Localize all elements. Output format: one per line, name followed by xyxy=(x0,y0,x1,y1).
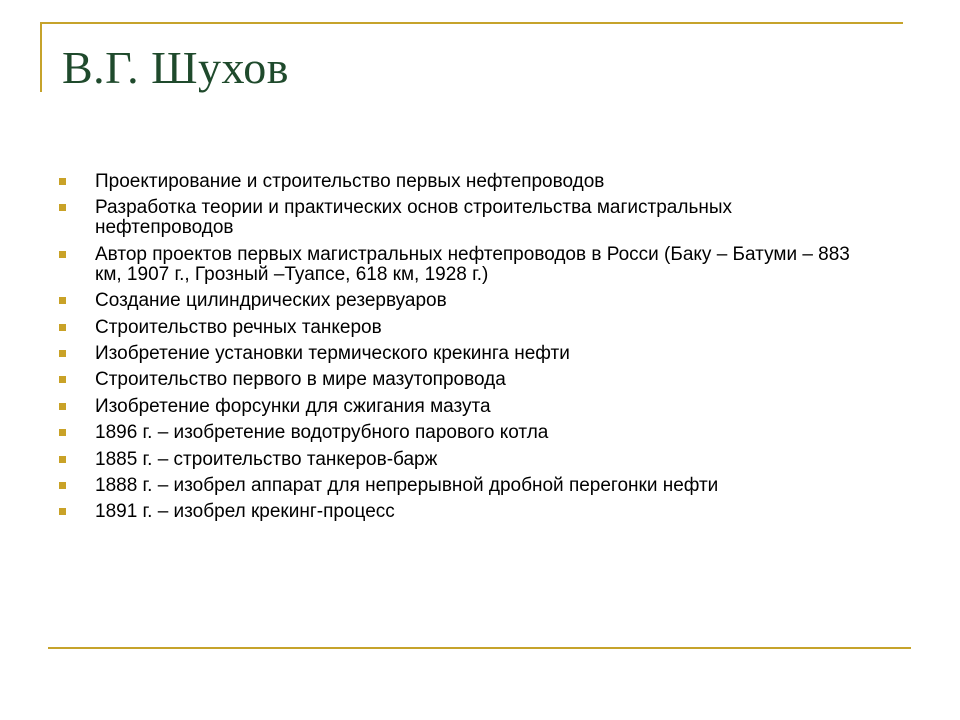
square-bullet-icon xyxy=(59,403,66,410)
square-bullet-icon xyxy=(59,324,66,331)
list-item xyxy=(58,318,858,338)
list-item-text: 1888 г. – изобрел аппарат для непрерывной дробной перегонки нефти xyxy=(95,474,719,496)
list-item-text: Строительство первого в мире мазутопровода xyxy=(95,369,506,391)
square-bullet-icon xyxy=(59,482,66,489)
list-item-text: 1896 г. – изобретение водотрубного парового котла xyxy=(95,422,549,444)
list-item-text: Строительство речных танкеров xyxy=(95,316,382,338)
square-bullet-icon xyxy=(59,297,66,304)
list-item-text: 1891 г. – изобрел крекинг-процесс xyxy=(95,501,395,523)
square-bullet-icon xyxy=(59,350,66,357)
bottom-divider xyxy=(48,647,911,649)
list-item xyxy=(58,344,858,364)
list-item-text: Создание цилиндрических резервуаров xyxy=(95,290,447,312)
left-divider xyxy=(40,22,42,92)
top-divider xyxy=(40,22,903,24)
slide-title: В.Г. Шухов xyxy=(62,42,289,93)
square-bullet-icon xyxy=(59,456,66,463)
list-item-text: Проектирование и строительство первых нефтепроводов xyxy=(95,171,605,192)
bullet-list xyxy=(58,172,858,529)
list-item xyxy=(58,245,858,285)
list-item xyxy=(58,397,858,417)
square-bullet-icon xyxy=(59,178,66,185)
list-item xyxy=(58,172,858,192)
list-item-text: Изобретение форсунки для сжигания мазута xyxy=(95,395,491,417)
square-bullet-icon xyxy=(59,508,66,515)
list-item xyxy=(58,370,858,390)
list-item xyxy=(58,502,858,522)
square-bullet-icon xyxy=(59,204,66,211)
list-item-text: Разработка теории и практических основ строительства магистральных нефтепроводов xyxy=(95,197,733,239)
list-item xyxy=(58,198,858,238)
list-item xyxy=(58,450,858,470)
list-item-text: Изобретение установки термического крекинга нефти xyxy=(95,342,570,364)
square-bullet-icon xyxy=(59,376,66,383)
list-item xyxy=(58,291,858,311)
list-item xyxy=(58,476,858,496)
square-bullet-icon xyxy=(59,429,66,436)
list-item-text: Автор проектов первых магистральных нефтепроводов в Росси (Баку – Батуми – 883 км, 1907 г., Грозный –Туапсе, 618 км, 1928 г.) xyxy=(95,243,850,285)
list-item-text: 1885 г. – строительство танкеров-барж xyxy=(95,448,438,470)
list-item xyxy=(58,423,858,443)
square-bullet-icon xyxy=(59,251,66,258)
